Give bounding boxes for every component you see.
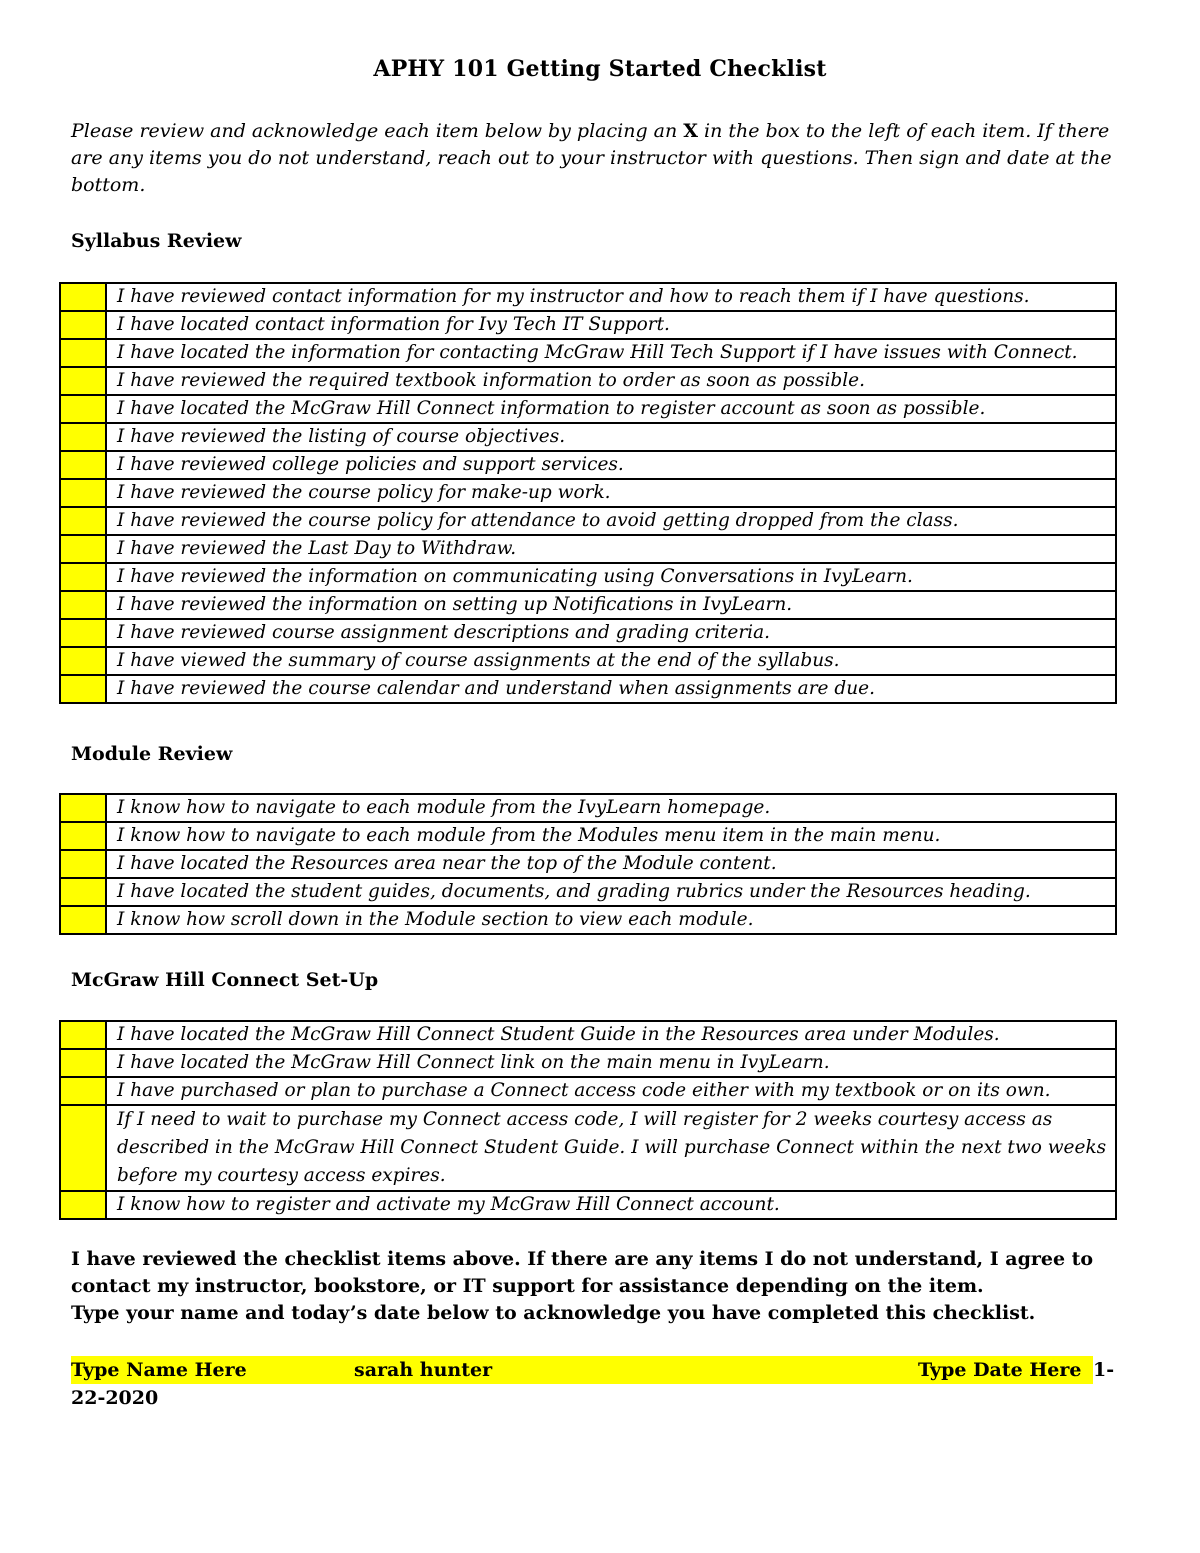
checklist-item-text: I have reviewed college policies and support services. xyxy=(106,451,1116,479)
intro-x-mark: X xyxy=(683,120,699,142)
page-title: APHY 101 Getting Started Checklist xyxy=(373,56,827,82)
checkbox-cell[interactable] xyxy=(60,1021,106,1049)
checklist-row xyxy=(60,479,1116,507)
module-checklist xyxy=(59,793,1117,935)
checklist-row xyxy=(60,878,1116,906)
checklist-item-text: I know how to navigate to each module from the Modules menu item in the main menu. xyxy=(106,822,1116,850)
checklist-item-text: I have located contact information for Ivy Tech IT Support. xyxy=(106,311,1116,339)
date-label: Type Date Here xyxy=(918,1359,1082,1381)
checklist-row xyxy=(60,675,1116,703)
checkbox-cell[interactable] xyxy=(60,367,106,395)
checklist-row xyxy=(60,850,1116,878)
module-heading: Module Review xyxy=(71,743,233,765)
connect-heading: McGraw Hill Connect Set-Up xyxy=(71,969,379,991)
checklist-item-text: I have located the McGraw Hill Connect link on the main menu in IvyLearn. xyxy=(106,1049,1116,1077)
checkbox-cell[interactable] xyxy=(60,535,106,563)
checklist-row xyxy=(60,647,1116,675)
checkbox-cell[interactable] xyxy=(60,822,106,850)
checklist-row xyxy=(60,1021,1116,1049)
syllabus-rows xyxy=(60,283,1116,703)
checkbox-cell[interactable] xyxy=(60,311,106,339)
checkbox-cell[interactable] xyxy=(60,563,106,591)
name-label: Type Name Here xyxy=(71,1359,247,1381)
date-value-start[interactable]: 1- xyxy=(1093,1359,1115,1381)
checklist-item-text: I have reviewed the course policy for attendance to avoid getting dropped from the class. xyxy=(106,507,1116,535)
checklist-item-text: I have located the McGraw Hill Connect Student Guide in the Resources area under Modules. xyxy=(106,1021,1116,1049)
acknowledgement-instruction: Type your name and today’s date below to acknowledge you have completed this checklist. xyxy=(71,1302,1036,1324)
checklist-item-text: I know how scroll down in the Module section to view each module. xyxy=(106,906,1116,934)
checklist-item-text: I have located the Resources area near the top of the Module content. xyxy=(106,850,1116,878)
intro-paragraph xyxy=(71,118,1131,199)
checklist-row xyxy=(60,283,1116,311)
checklist-item-text: I know how to navigate to each module from the IvyLearn homepage. xyxy=(106,794,1116,822)
checklist-item-text: I have reviewed contact information for my instructor and how to reach them if I have questions. xyxy=(106,283,1116,311)
checklist-item-text: I have located the McGraw Hill Connect information to register account as soon as possible. xyxy=(106,395,1116,423)
checklist-item-text: I have reviewed the Last Day to Withdraw. xyxy=(106,535,1116,563)
checklist-row xyxy=(60,1049,1116,1077)
checklist-item-text: I have reviewed the course calendar and understand when assignments are due. xyxy=(106,675,1116,703)
checkbox-cell[interactable] xyxy=(60,850,106,878)
checkbox-cell[interactable] xyxy=(60,647,106,675)
checkbox-cell[interactable] xyxy=(60,1077,106,1105)
name-value[interactable]: sarah hunter xyxy=(354,1359,493,1381)
checklist-row xyxy=(60,451,1116,479)
checklist-row xyxy=(60,906,1116,934)
checklist-row xyxy=(60,339,1116,367)
checkbox-cell[interactable] xyxy=(60,507,106,535)
acknowledgement-block xyxy=(71,1246,1141,1327)
checklist-row xyxy=(60,423,1116,451)
checkbox-cell[interactable] xyxy=(60,1105,106,1191)
checkbox-cell[interactable] xyxy=(60,794,106,822)
connect-rows xyxy=(60,1021,1116,1219)
checklist-item-text: I have located the student guides, documents, and grading rubrics under the Resources heading. xyxy=(106,878,1116,906)
checklist-item-text: I have reviewed the listing of course objectives. xyxy=(106,423,1116,451)
checklist-row xyxy=(60,619,1116,647)
checklist-row xyxy=(60,395,1116,423)
connect-checklist xyxy=(59,1020,1117,1220)
checkbox-cell[interactable] xyxy=(60,395,106,423)
checkbox-cell[interactable] xyxy=(60,283,106,311)
checklist-item-text: I have reviewed the course policy for make-up work. xyxy=(106,479,1116,507)
signature-line xyxy=(71,1356,1093,1384)
checklist-item-text: I know how to register and activate my McGraw Hill Connect account. xyxy=(106,1191,1116,1219)
checkbox-cell[interactable] xyxy=(60,451,106,479)
checkbox-cell[interactable] xyxy=(60,619,106,647)
checklist-row xyxy=(60,1077,1116,1105)
checkbox-cell[interactable] xyxy=(60,1191,106,1219)
intro-text-start: Please review and acknowledge each item below by placing an xyxy=(71,120,684,142)
checklist-row xyxy=(60,535,1116,563)
checklist-row xyxy=(60,311,1116,339)
checkbox-cell[interactable] xyxy=(60,479,106,507)
checkbox-cell[interactable] xyxy=(60,591,106,619)
checkbox-cell[interactable] xyxy=(60,906,106,934)
checklist-item-text: I have reviewed the information on communicating using Conversations in IvyLearn. xyxy=(106,563,1116,591)
checkbox-cell[interactable] xyxy=(60,878,106,906)
checklist-item-text: I have reviewed course assignment descriptions and grading criteria. xyxy=(106,619,1116,647)
syllabus-checklist xyxy=(59,282,1117,704)
checklist-item-text: I have located the information for contacting McGraw Hill Tech Support if I have issues with Connect. xyxy=(106,339,1116,367)
checklist-row xyxy=(60,563,1116,591)
intro-text-end: in the box to the left of each item. If there are any items you do not understand, reach out to your instructor with questions. Then sign and date at the bottom. xyxy=(71,120,1112,196)
checklist-item-text: I have reviewed the required textbook information to order as soon as possible. xyxy=(106,367,1116,395)
checkbox-cell[interactable] xyxy=(60,675,106,703)
checklist-row xyxy=(60,1105,1116,1191)
checklist-row xyxy=(60,794,1116,822)
checkbox-cell[interactable] xyxy=(60,339,106,367)
acknowledgement-text: I have reviewed the checklist items above. If there are any items I do not understand, I agree to contact my instructor, bookstore, or IT support for assistance depending on the item. xyxy=(71,1248,1094,1297)
checklist-row xyxy=(60,822,1116,850)
checkbox-cell[interactable] xyxy=(60,423,106,451)
checklist-item-text: I have purchased or plan to purchase a Connect access code either with my textbook or on its own. xyxy=(106,1077,1116,1105)
date-value-end[interactable]: 22-2020 xyxy=(71,1387,159,1409)
checklist-row xyxy=(60,591,1116,619)
checklist-row xyxy=(60,1191,1116,1219)
checkbox-cell[interactable] xyxy=(60,1049,106,1077)
checklist-row xyxy=(60,367,1116,395)
checklist-item-text: If I need to wait to purchase my Connect access code, I will register for 2 weeks courtesy access as described in the McGraw Hill Connect Student Guide. I will purchase Connect within the next two weeks before my courtesy access expires. xyxy=(106,1105,1116,1191)
checklist-item-text: I have viewed the summary of course assignments at the end of the syllabus. xyxy=(106,647,1116,675)
syllabus-heading: Syllabus Review xyxy=(71,230,242,252)
checklist-row xyxy=(60,507,1116,535)
checklist-item-text: I have reviewed the information on setting up Notifications in IvyLearn. xyxy=(106,591,1116,619)
module-rows xyxy=(60,794,1116,934)
